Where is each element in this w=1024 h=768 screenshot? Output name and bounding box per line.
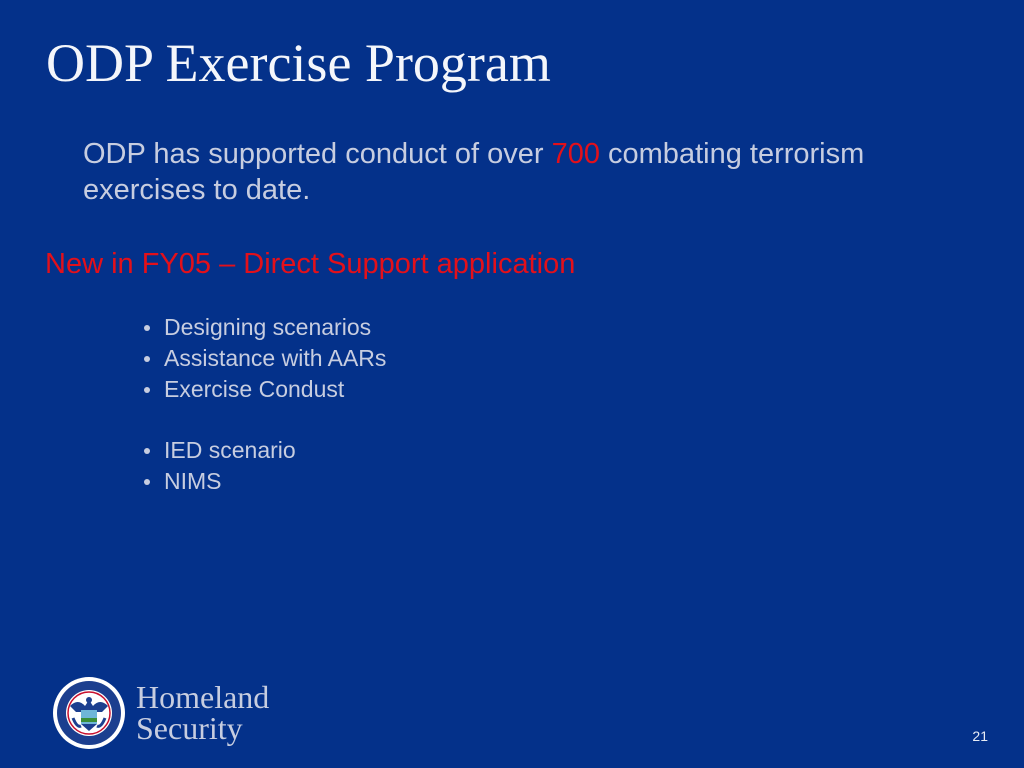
bullet-icon [144, 448, 150, 454]
bullet-text: Assistance with AARs [164, 345, 387, 371]
intro-text-before: ODP has supported conduct of over [83, 138, 552, 170]
bullet-icon [144, 387, 150, 393]
bullet-list-support [142, 312, 386, 405]
bullet-icon [144, 356, 150, 362]
page-number: 21 [972, 728, 988, 744]
intro-text-after: combating terrorism exercises to date. [83, 138, 865, 206]
bullet-item [142, 374, 386, 405]
bullet-item [142, 466, 296, 497]
bullet-item [142, 343, 386, 374]
bullet-item [142, 435, 296, 466]
wordmark-line2: Security [136, 710, 243, 746]
dhs-seal-icon [52, 676, 126, 750]
bullet-text: NIMS [164, 468, 222, 494]
bullet-item [142, 312, 386, 343]
slide-title: ODP Exercise Program [46, 33, 551, 93]
bullet-text: Exercise Condust [164, 376, 345, 402]
bullet-icon [144, 479, 150, 485]
intro-highlight-number: 700 [551, 138, 600, 170]
subheading: New in FY05 – Direct Support application [45, 248, 576, 280]
dhs-logo [52, 676, 269, 750]
bullet-text: IED scenario [164, 437, 296, 463]
bullet-icon [144, 325, 150, 331]
bullet-list-topics [142, 435, 296, 497]
wordmark-line1: Homeland [136, 679, 270, 715]
bullet-text: Designing scenarios [164, 314, 372, 340]
intro-paragraph [83, 136, 903, 208]
dhs-wordmark [136, 679, 270, 746]
